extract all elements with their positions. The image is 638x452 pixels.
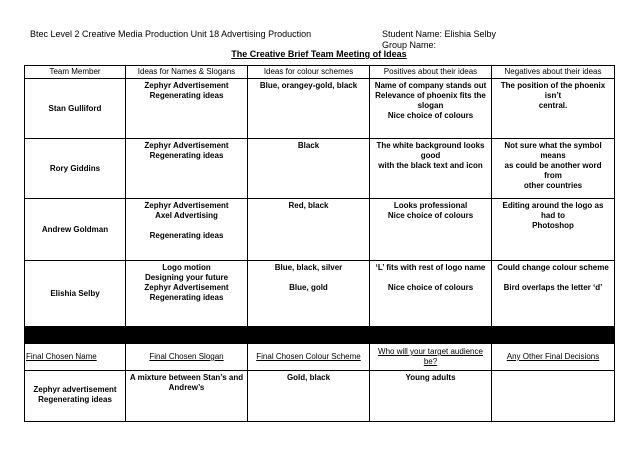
cell-text: Relevance of phoenix fits the bbox=[375, 91, 486, 100]
table-header-row bbox=[25, 66, 615, 79]
cell-text: Photoshop bbox=[532, 221, 574, 230]
cell-text: Nice choice of colours bbox=[387, 211, 474, 220]
table-row bbox=[25, 261, 615, 327]
colour-schemes-cell bbox=[248, 261, 370, 327]
final-slogan-cell bbox=[126, 371, 248, 422]
cell-text bbox=[495, 273, 611, 283]
cell-text: Zephyr Advertisement bbox=[144, 81, 229, 90]
final-audience-cell bbox=[370, 371, 492, 422]
table-row bbox=[25, 199, 615, 261]
final-header-text: Any Other Final Decisions bbox=[506, 352, 600, 361]
team-member-name: Elishia Selby bbox=[25, 261, 126, 327]
final-other-cell bbox=[492, 371, 615, 422]
column-header: Ideas for Names & Slogans bbox=[126, 66, 248, 79]
cell-text: Black bbox=[297, 141, 320, 150]
separator-row bbox=[25, 327, 615, 344]
positives-cell bbox=[370, 199, 492, 261]
final-header-row bbox=[25, 344, 615, 371]
cell-text: Zephyr Advertisement bbox=[144, 283, 229, 292]
colour-schemes-cell bbox=[248, 79, 370, 139]
cell-text: Designing your future bbox=[144, 273, 229, 282]
cell-text: Regenerating ideas bbox=[38, 395, 112, 404]
student-name: Student Name: Elishia Selby bbox=[382, 29, 497, 39]
negatives-cell bbox=[492, 79, 615, 139]
final-column-header bbox=[248, 344, 370, 371]
positives-cell bbox=[370, 79, 492, 139]
column-header: Ideas for colour schemes bbox=[248, 66, 370, 79]
final-header-text: Who will your target audience be? bbox=[378, 347, 483, 366]
cell-text: Blue, orangey-gold, black bbox=[259, 81, 358, 90]
colour-schemes-cell bbox=[248, 199, 370, 261]
cell-text: Blue, gold bbox=[289, 283, 328, 292]
final-header-text: Final Chosen Name bbox=[26, 352, 97, 361]
cell-text: A mixture between Stan’s and bbox=[129, 373, 244, 382]
column-header: Team Member bbox=[25, 66, 126, 79]
cell-text: Editing around the logo as had to bbox=[502, 201, 604, 220]
cell-text: Nice choice of colours bbox=[387, 111, 474, 120]
table-row bbox=[25, 79, 615, 139]
cell-text: Zephyr advertisement bbox=[33, 385, 117, 394]
cell-text: Regenerating ideas bbox=[149, 231, 224, 240]
cell-text: Young adults bbox=[405, 373, 456, 382]
positives-cell bbox=[370, 139, 492, 199]
cell-text: Axel Advertising bbox=[155, 211, 218, 220]
names-slogans-cell bbox=[126, 261, 248, 327]
document-course-title: Btec Level 2 Creative Media Production Unit 18 Advertising Production bbox=[30, 29, 312, 39]
cell-text: Looks professional bbox=[393, 201, 468, 210]
cell-text: ‘L’ fits with rest of logo name bbox=[375, 263, 486, 272]
cell-text: The white background looks good bbox=[376, 141, 485, 160]
team-member-name: Andrew Goldman bbox=[25, 199, 126, 261]
black-divider bbox=[25, 327, 615, 344]
cell-text bbox=[129, 221, 244, 231]
final-column-header bbox=[370, 344, 492, 371]
cell-text: Zephyr Advertisement bbox=[144, 141, 229, 150]
cell-text: Regenerating ideas bbox=[149, 151, 224, 160]
column-header: Negatives about their ideas bbox=[492, 66, 615, 79]
negatives-cell bbox=[492, 139, 615, 199]
cell-text: as could be another word from bbox=[504, 161, 602, 180]
group-name: Group Name: bbox=[382, 40, 437, 50]
final-decisions-row bbox=[25, 371, 615, 422]
cell-text: with the black text and icon bbox=[378, 161, 483, 170]
cell-text: Regenerating ideas bbox=[149, 91, 224, 100]
cell-text: Gold, black bbox=[286, 373, 331, 382]
positives-cell bbox=[370, 261, 492, 327]
final-name-cell bbox=[25, 371, 126, 422]
cell-text: Nice choice of colours bbox=[387, 283, 474, 292]
cell-text: Could change colour scheme bbox=[497, 263, 609, 272]
names-slogans-cell bbox=[126, 79, 248, 139]
table-row bbox=[25, 139, 615, 199]
cell-text: Not sure what the symbol means bbox=[504, 141, 602, 160]
cell-text: other countries bbox=[523, 181, 583, 190]
cell-text: Logo motion bbox=[162, 263, 211, 272]
final-header-text: Final Chosen Colour Scheme bbox=[256, 352, 361, 361]
cell-text: Red, black bbox=[288, 201, 329, 210]
final-column-header bbox=[126, 344, 248, 371]
names-slogans-cell bbox=[126, 199, 248, 261]
ideas-table bbox=[24, 65, 615, 422]
team-member-name: Rory Giddins bbox=[25, 139, 126, 199]
cell-text: Blue, black, silver bbox=[274, 263, 343, 272]
cell-text bbox=[251, 273, 366, 283]
final-column-header bbox=[25, 344, 126, 371]
cell-text: Andrew’s bbox=[168, 383, 205, 392]
final-header-text: Final Chosen Slogan bbox=[149, 352, 224, 361]
cell-text: central. bbox=[538, 101, 568, 110]
cell-text bbox=[373, 273, 488, 283]
cell-text: Zephyr Advertisement bbox=[144, 201, 229, 210]
names-slogans-cell bbox=[126, 139, 248, 199]
cell-text: slogan bbox=[417, 101, 444, 110]
document-title: The Creative Brief Team Meeting of Ideas bbox=[231, 49, 407, 59]
cell-text: Regenerating ideas bbox=[149, 293, 224, 302]
colour-schemes-cell bbox=[248, 139, 370, 199]
cell-text: Name of company stands out bbox=[374, 81, 487, 90]
column-header: Positives about their ideas bbox=[370, 66, 492, 79]
cell-text: The position of the phoenix isn’t bbox=[500, 81, 606, 100]
negatives-cell bbox=[492, 199, 615, 261]
final-column-header bbox=[492, 344, 615, 371]
negatives-cell bbox=[492, 261, 615, 327]
team-member-name: Stan Gulliford bbox=[25, 79, 126, 139]
final-colour-cell bbox=[248, 371, 370, 422]
cell-text: Bird overlaps the letter ‘d’ bbox=[503, 283, 603, 292]
